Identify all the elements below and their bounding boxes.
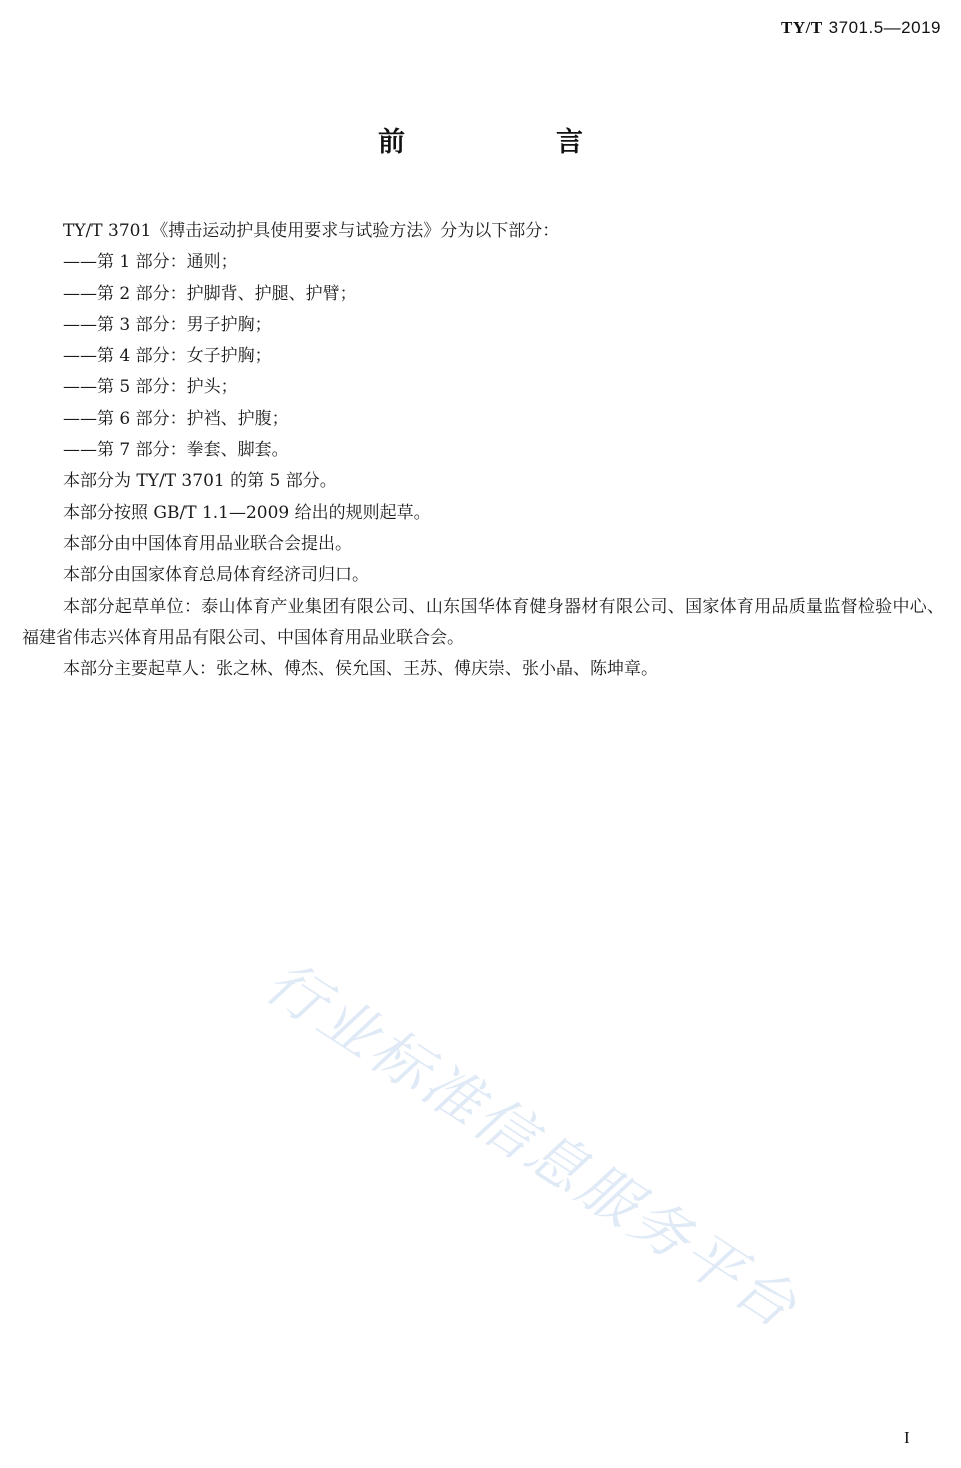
list-item-part-4: ——第 4 部分：女子护胸；	[63, 346, 272, 367]
list-item-part-1: ——第 1 部分：通则；	[63, 252, 238, 273]
paragraph-under-jurisdiction: 本部分由国家体育总局体育经济司归口。	[63, 565, 369, 586]
watermark-text: 行业标准信息服务平台	[253, 947, 811, 1343]
paragraph-drafting-units: 本部分起草单位：泰山体育产业集团有限公司、山东国华体育健身器材有限公司、国家体育用品质量监督检验中心、福建省伟志兴体育用品有限公司、中国体育用品业联合会。	[22, 596, 944, 648]
document-code-prefix: TY/T	[780, 18, 823, 37]
list-item-part-3: ——第 3 部分：男子护胸；	[63, 314, 272, 335]
paragraph-proposed-by: 本部分由中国体育用品业联合会提出。	[63, 533, 352, 554]
paragraph-main-drafters: 本部分主要起草人：张之林、傅杰、侯允国、王苏、傅庆崇、张小晶、陈坤章。	[63, 659, 658, 680]
page-number: I	[904, 1428, 910, 1447]
document-code	[781, 18, 941, 38]
list-item-part-6: ——第 6 部分：护裆、护腹；	[63, 408, 289, 429]
page-title: 前 言	[378, 127, 645, 158]
paragraph-intro: TY/T 3701《搏击运动护具使用要求与试验方法》分为以下部分：	[63, 221, 560, 241]
list-item-part-7: ——第 7 部分：拳套、脚套。	[63, 440, 289, 461]
list-item-part-5: ——第 5 部分：护头；	[63, 377, 238, 398]
document-code-number: 3701.5—2019	[828, 18, 941, 37]
document-body	[22, 216, 944, 685]
paragraph-this-part: 本部分为 TY/T 3701 的第 5 部分。	[63, 471, 337, 492]
list-item-part-2: ——第 2 部分：护脚背、护腿、护臂；	[63, 283, 357, 304]
paragraph-drafting-rules: 本部分按照 GB/T 1.1—2009 给出的规则起草。	[63, 502, 431, 523]
